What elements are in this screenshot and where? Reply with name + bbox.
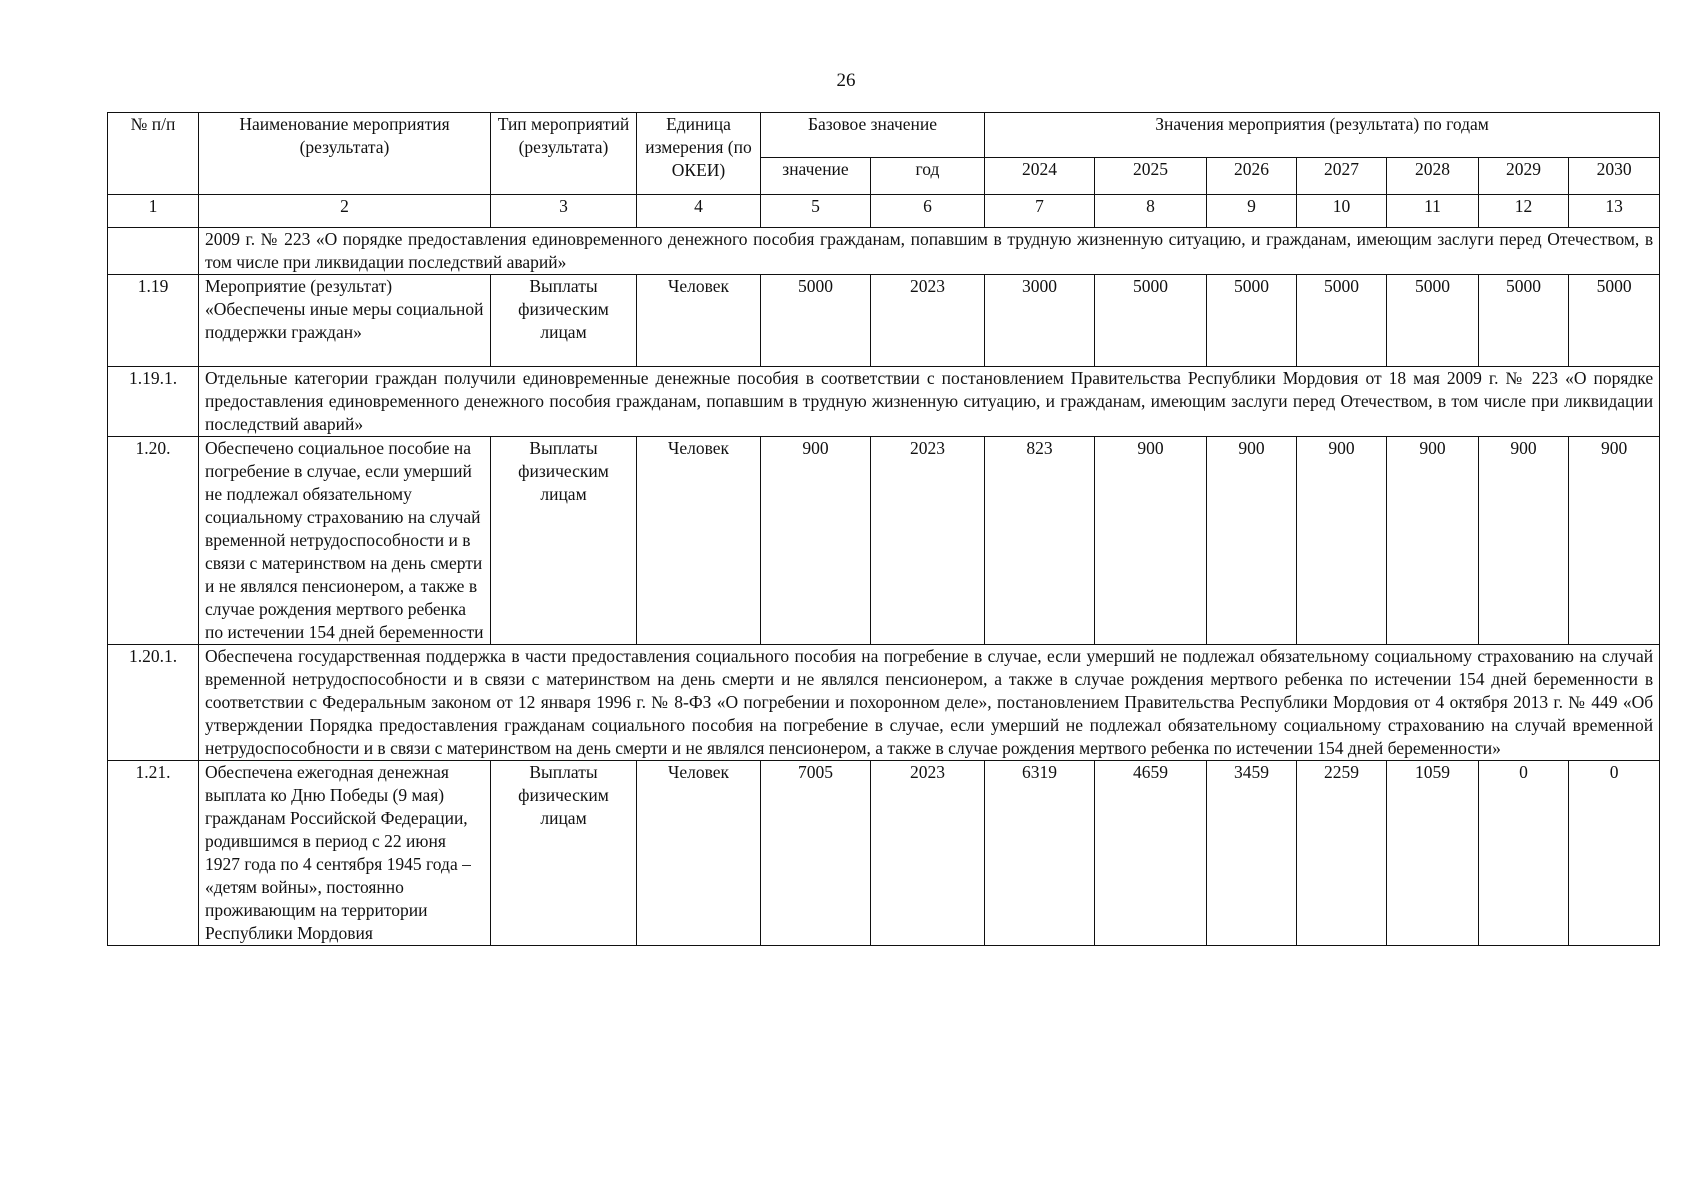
header-year: 2028: [1387, 158, 1479, 195]
header-row-1: [108, 113, 1660, 158]
year-value: 5000: [1095, 275, 1207, 367]
measure-type: Выплаты физическим лицам: [491, 275, 637, 367]
column-number: 12: [1479, 195, 1569, 228]
measure-name: Мероприятие (результат) «Обеспечены иные меры социальной поддержки граждан»: [199, 275, 491, 367]
continuation-row: [108, 228, 1660, 275]
year-value: 4659: [1095, 761, 1207, 946]
column-number: 9: [1207, 195, 1297, 228]
base-year: 2023: [871, 437, 985, 645]
year-value: 900: [1479, 437, 1569, 645]
header-base-year: год: [871, 158, 985, 195]
year-value: 5000: [1297, 275, 1387, 367]
year-value: 6319: [985, 761, 1095, 946]
measure-type: Выплаты физическим лицам: [491, 761, 637, 946]
header-year: 2030: [1569, 158, 1660, 195]
header-col-type: Тип мероприятий (результата): [491, 113, 637, 195]
year-value: 3459: [1207, 761, 1297, 946]
table-row-1-21: [108, 761, 1660, 946]
base-value: 7005: [761, 761, 871, 946]
measure-name: Обеспечена ежегодная денежная выплата ко Дню Победы (9 мая) гражданам Российской Федерации, родившимся в период с 22 июня 1927 года по 4 сентября 1945 года – «детям войны», постоянно проживающим на территории Республики Мордовия: [199, 761, 491, 946]
column-numbers-row: [108, 195, 1660, 228]
result-description: Отдельные категории граждан получили единовременные денежные пособия в соответствии с постановлением Правительства Республики Мордовия от 18 мая 2009 г. № 223 «О порядке предоставления единовременного денежного пособия гражданам, попавшим в трудную жизненную ситуацию, и гражданам, имеющим заслуги перед Отечеством, в том числе при ликвидации последствий аварий»: [199, 367, 1660, 437]
header-col-unit: Единица измерения (по ОКЕИ): [637, 113, 761, 195]
year-value: 900: [1297, 437, 1387, 645]
header-col-base: Базовое значение: [761, 113, 985, 158]
column-number: 11: [1387, 195, 1479, 228]
row-number: 1.19.1.: [108, 367, 199, 437]
column-number: 2: [199, 195, 491, 228]
result-description: Обеспечена государственная поддержка в части предоставления социального пособия на погребение в случае, если умерший не подлежал обязательному социальному страхованию на случай временной нетрудоспособности и в связи с материнством на день смерти и не являлся пенсионером, а также в случае рождения мертвого ребенка по истечении 154 дней беременности в соответствии с Федеральным законом от 12 января 1996 г. № 8-ФЗ «О погребении и похоронном деле», постановлением Правительства Республики Мордовия от 4 октября 2013 г. № 449 «Об утверждении Порядка предоставления гражданам социального пособия на погребение в случае, если умерший не подлежал обязательному социальному страхованию на случай временной нетрудоспособности и в связи с материнством на день смерти и не являлся пенсионером, а также в случае рождения мертвого ребенка по истечении 154 дней беременности»: [199, 645, 1660, 761]
year-value: 823: [985, 437, 1095, 645]
base-year: 2023: [871, 761, 985, 946]
column-number: 8: [1095, 195, 1207, 228]
year-value: 5000: [1569, 275, 1660, 367]
measure-unit: Человек: [637, 275, 761, 367]
table-row-1-20-1: [108, 645, 1660, 761]
measure-unit: Человек: [637, 437, 761, 645]
year-value: 900: [1095, 437, 1207, 645]
year-value: 2259: [1297, 761, 1387, 946]
header-base-value: значение: [761, 158, 871, 195]
measure-unit: Человек: [637, 761, 761, 946]
column-number: 3: [491, 195, 637, 228]
year-value: 0: [1479, 761, 1569, 946]
page-number: 26: [836, 70, 856, 91]
measure-name: Обеспечено социальное пособие на погребение в случае, если умерший не подлежал обязательному социальному страхованию на случай временной нетрудоспособности и в связи с материнством на день смерти и не являлся пенсионером, а также в случае рождения мертвого ребенка по истечении 154 дней беременности: [199, 437, 491, 645]
column-number: 1: [108, 195, 199, 228]
row-number: 1.19: [108, 275, 199, 367]
row-number: 1.21.: [108, 761, 199, 946]
header-col-values: Значения мероприятия (результата) по годам: [985, 113, 1660, 158]
year-value: 3000: [985, 275, 1095, 367]
year-value: 5000: [1207, 275, 1297, 367]
header-year: 2029: [1479, 158, 1569, 195]
column-number: 5: [761, 195, 871, 228]
row-number: 1.20.1.: [108, 645, 199, 761]
measure-type: Выплаты физическим лицам: [491, 437, 637, 645]
year-value: 900: [1569, 437, 1660, 645]
column-number: 6: [871, 195, 985, 228]
year-value: 1059: [1387, 761, 1479, 946]
header-col-name: Наименование мероприятия (результата): [199, 113, 491, 195]
base-value: 5000: [761, 275, 871, 367]
column-number: 7: [985, 195, 1095, 228]
year-value: 5000: [1387, 275, 1479, 367]
base-value: 900: [761, 437, 871, 645]
year-value: 5000: [1479, 275, 1569, 367]
header-year: 2027: [1297, 158, 1387, 195]
row-number: 1.20.: [108, 437, 199, 645]
header-year: 2025: [1095, 158, 1207, 195]
table-row-1-19-1: [108, 367, 1660, 437]
table-row-1-20: [108, 437, 1660, 645]
header-col-no: № п/п: [108, 113, 199, 195]
table-row-1-19: [108, 275, 1660, 367]
continuation-text: 2009 г. № 223 «О порядке предоставления единовременного денежного пособия гражданам, попавшим в трудную жизненную ситуацию, и гражданам, имеющим заслуги перед Отечеством, в том числе при ликвидации последствий аварий»: [199, 228, 1660, 275]
year-value: 900: [1207, 437, 1297, 645]
year-value: 900: [1387, 437, 1479, 645]
column-number: 4: [637, 195, 761, 228]
header-year: 2024: [985, 158, 1095, 195]
row-number-empty: [108, 228, 199, 275]
base-year: 2023: [871, 275, 985, 367]
year-value: 0: [1569, 761, 1660, 946]
column-number: 13: [1569, 195, 1660, 228]
column-number: 10: [1297, 195, 1387, 228]
measures-table: [107, 112, 1660, 946]
header-year: 2026: [1207, 158, 1297, 195]
